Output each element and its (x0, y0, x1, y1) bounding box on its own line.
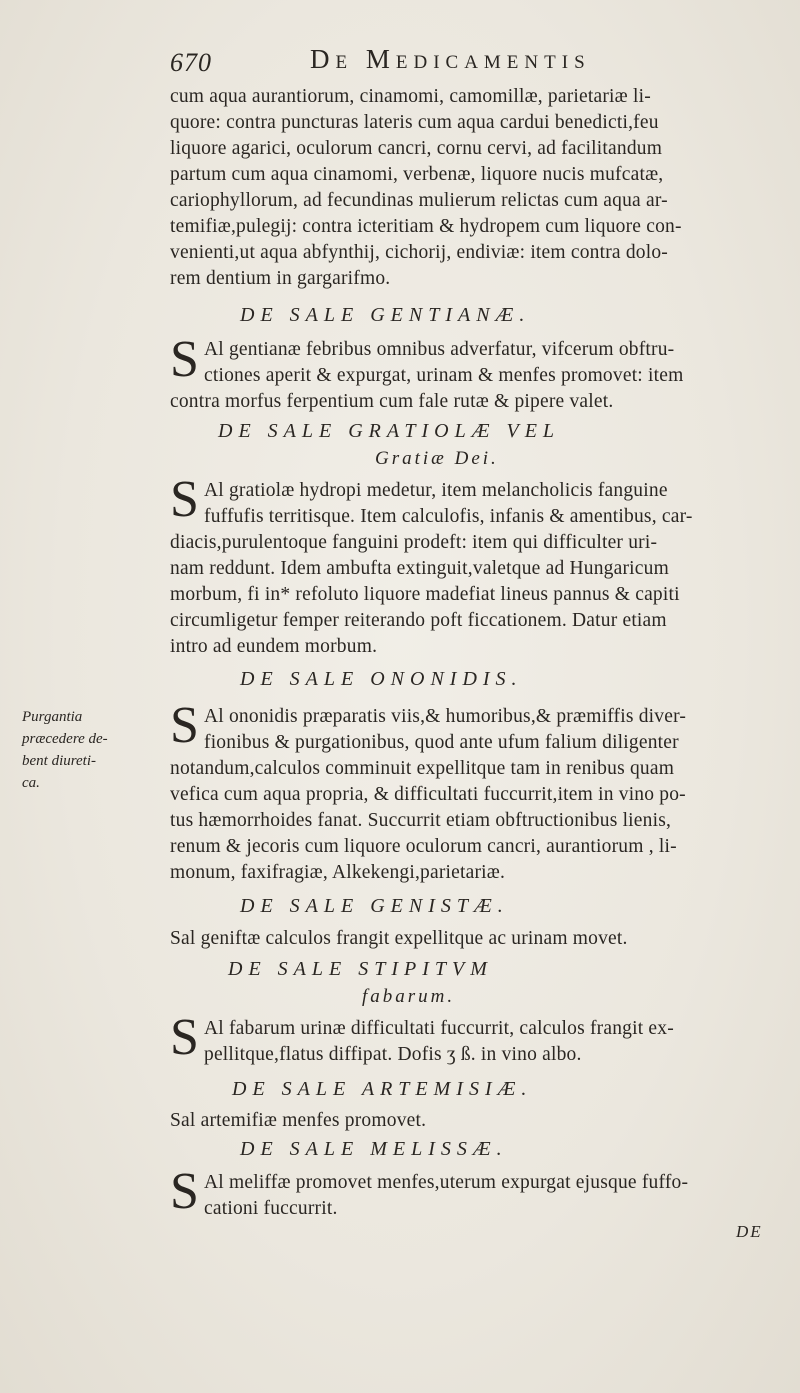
text-line: fuffufis territisque. Item calculofis, infanis & amentibus, car- (204, 506, 693, 527)
section-heading-melissae: DE SALE MELISSÆ. (240, 1138, 508, 1160)
section-heading-artemisiae: DE SALE ARTEMISIÆ. (232, 1078, 533, 1100)
text-line: Sal geniftæ calculos frangit expellitque ac urinam movet. (170, 928, 628, 949)
text-line: ctiones aperit & expurgat, urinam & menfes promovet: item (204, 365, 684, 386)
text-line: fionibus & purgationibus, quod ante ufum falium diligenter (204, 732, 679, 753)
text-line: venienti,ut aqua abfynthij, cichorij, endiviæ: item contra dolo- (170, 242, 669, 263)
marginal-note-line: Purgantia (22, 709, 83, 725)
section-heading-genistae: DE SALE GENISTÆ. (240, 895, 509, 917)
section-heading-gratiolae: DE SALE GRATIOLÆ VEL (218, 420, 561, 442)
text-line: Al meliffæ promovet menfes,uterum expurgat ejusque fuffo- (204, 1172, 689, 1193)
text-line: tus hæmorrhoides fanat. Succurrit etiam obftructionibus lienis, (170, 810, 672, 831)
text-line: intro ad eundem morbum. (170, 636, 378, 657)
section-subheading-stipitum: fabarum. (362, 986, 456, 1007)
dropcap: S (170, 331, 199, 388)
section-heading-gentianae: DE SALE GENTIANÆ. (240, 304, 531, 326)
text-line: monum, faxifragiæ, Alkekengi,parietariæ. (170, 862, 506, 883)
text-line: Sal artemifiæ menfes promovet. (170, 1110, 427, 1131)
continuation-paragraph (170, 84, 765, 292)
text-line: rem dentium in gargarifmo. (170, 268, 391, 289)
section-body-melissae (170, 1170, 765, 1222)
text-line: pellitque,flatus diffipat. Dofis ʒ ß. in vino albo. (204, 1044, 582, 1065)
section-body-genistae (170, 926, 765, 952)
dropcap: S (170, 1163, 199, 1220)
section-body-gentianae (170, 337, 765, 415)
text-line: cariophyllorum, ad fecundinas mulierum relictas cum aqua ar- (170, 190, 668, 211)
text-line: nam reddunt. Idem ambufta extinguit,valetque ad Hungaricum (170, 558, 669, 579)
running-title: De Medicamentis (310, 44, 591, 74)
text-line: quore: contra puncturas lateris cum aqua cardui benedicti,feu (170, 112, 659, 133)
text-line: renum & jecoris cum liquore oculorum cancri, aurantiorum , li- (170, 836, 677, 857)
text-line: cum aqua aurantiorum, cinamomi, camomillæ, parietariæ li- (170, 86, 651, 107)
section-body-stipitum (170, 1016, 765, 1068)
text-line: Al gratiolæ hydropi medetur, item melancholicis fanguine (204, 480, 668, 501)
section-heading-stipitum: DE SALE STIPITVM (228, 958, 493, 980)
page-number: 670 (170, 48, 212, 77)
text-line: diacis,purulentoque fanguini prodeft: item qui difficulter uri- (170, 532, 658, 553)
marginal-note-line: præcedere de- (22, 731, 108, 747)
catchword: DE (736, 1222, 763, 1241)
text-line: temifiæ,pulegij: contra icteritiam & hydropem cum liquore con- (170, 216, 682, 237)
text-line: circumligetur femper reiterando poft ficcationem. Datur etiam (170, 610, 667, 631)
section-heading-ononidis: DE SALE ONONIDIS. (240, 668, 523, 690)
section-subheading-gratiolae: Gratiæ Dei. (375, 448, 499, 469)
text-line: liquore agarici, oculorum cancri, cornu cervi, ad facilitandum (170, 138, 663, 159)
marginal-note-line: ca. (22, 775, 40, 791)
dropcap: S (170, 697, 199, 754)
section-body-ononidis (170, 704, 765, 886)
text-line: notandum,calculos comminuit expellitque tam in renibus quam (170, 758, 675, 779)
text-line: Al gentianæ febribus omnibus adverfatur, vifcerum obftru- (204, 339, 675, 360)
text-line: vefica cum aqua propria, & difficultati fuccurrit,item in vino po- (170, 784, 686, 805)
text-line: Al fabarum urinæ difficultati fuccurrit, calculos frangit ex- (204, 1018, 674, 1039)
marginal-note-line: bent diureti- (22, 753, 97, 769)
marginal-note (22, 706, 162, 794)
text-line: morbum, fi in* refoluto liquore madefiat lineus pannus & capiti (170, 584, 680, 605)
text-line: contra morfus ferpentium cum fale rutæ & pipere valet. (170, 391, 614, 412)
text-line: cationi fuccurrit. (204, 1198, 338, 1219)
section-body-gratiolae (170, 478, 765, 660)
dropcap: S (170, 471, 199, 528)
text-line: Al ononidis præparatis viis,& humoribus,& præmiffis diver- (204, 706, 687, 727)
dropcap: S (170, 1009, 199, 1066)
text-line: partum cum aqua cinamomi, verbenæ, liquore nucis mufcatæ, (170, 164, 664, 185)
page-header (170, 44, 690, 84)
section-body-artemisiae (170, 1108, 765, 1134)
